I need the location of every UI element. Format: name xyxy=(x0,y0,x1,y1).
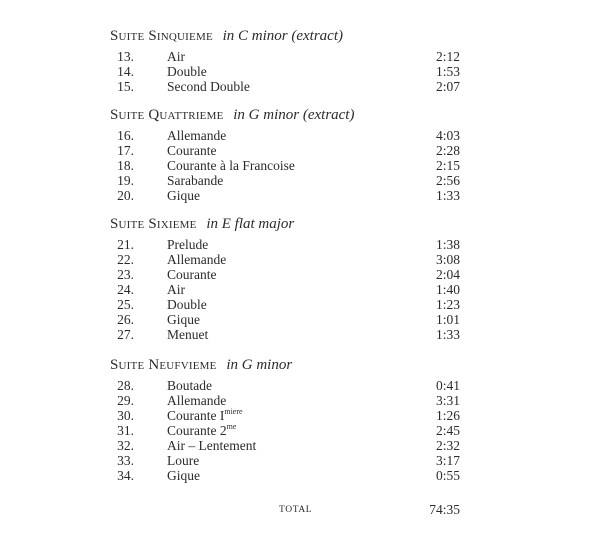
track-duration: 2:04 xyxy=(435,267,460,282)
track-row xyxy=(110,282,460,297)
track-title: Gique xyxy=(167,468,200,483)
track-duration: 2:07 xyxy=(435,79,460,94)
track-row xyxy=(110,468,460,483)
track-number: 18. xyxy=(117,158,134,173)
track-number: 20. xyxy=(117,188,134,203)
suite-name: Suite Neufvieme xyxy=(110,357,217,373)
track-duration: 3:17 xyxy=(435,453,460,468)
track-title: Courante à la Francoise xyxy=(167,158,295,173)
track-row xyxy=(110,378,460,393)
track-row xyxy=(110,173,460,188)
track-row xyxy=(110,252,460,267)
track-title: Courante $2^{me}$ xyxy=(167,422,237,438)
track-title: Courante xyxy=(167,143,217,158)
track-number: 26. xyxy=(117,312,134,327)
title-superscript: miere xyxy=(224,407,243,416)
total-duration: 74:35 xyxy=(429,502,460,517)
track-title: Allemande xyxy=(167,128,227,143)
track-number: 25. xyxy=(117,297,134,312)
track-row xyxy=(110,393,460,408)
track-title: Allemande xyxy=(167,393,227,408)
track-row xyxy=(110,297,460,312)
track-duration: 2:28 xyxy=(435,143,460,158)
track-number: 23. xyxy=(117,267,134,282)
track-duration: 1:33 xyxy=(435,188,460,203)
track-row xyxy=(110,158,460,173)
track-number: 30. xyxy=(117,408,134,423)
track-title: Courante $I^{miere}$ xyxy=(167,407,243,423)
track-duration: 1:26 xyxy=(435,408,460,423)
track-row xyxy=(110,237,460,252)
track-number: 34. xyxy=(117,468,134,483)
track-row xyxy=(110,327,460,342)
track-duration: 0:41 xyxy=(435,378,460,393)
track-title: Prelude xyxy=(167,237,209,252)
suite-section xyxy=(110,104,460,203)
suite-key: in C minor (extract) xyxy=(222,28,344,44)
suite-key: in G minor (extract) xyxy=(233,107,355,123)
track-title: Allemande xyxy=(167,252,227,267)
suite-heading xyxy=(110,213,460,235)
suite-key: in E flat major xyxy=(206,216,295,232)
track-number: 21. xyxy=(117,237,134,252)
track-duration: 3:31 xyxy=(435,393,460,408)
suite-name: Suite Quattrieme xyxy=(110,107,224,123)
track-row xyxy=(110,64,460,79)
track-duration: 1:33 xyxy=(435,327,460,342)
track-duration: 4:03 xyxy=(435,128,460,143)
track-duration: 2:45 xyxy=(435,423,460,438)
track-number: 32. xyxy=(117,438,134,453)
track-row xyxy=(110,453,460,468)
track-title: Double xyxy=(167,64,207,79)
title-superscript: me xyxy=(226,422,237,431)
track-number: 14. xyxy=(117,64,134,79)
suite-key: in G minor xyxy=(226,357,293,373)
track-row xyxy=(110,188,460,203)
track-title: Air – Lentement xyxy=(167,438,257,453)
track-duration: 1:38 xyxy=(435,237,460,252)
track-row xyxy=(110,312,460,327)
suite-name: Suite Sinquieme xyxy=(110,28,213,44)
track-title: Gique xyxy=(167,188,200,203)
suite-section xyxy=(110,354,460,483)
suite-heading xyxy=(110,25,460,47)
suite-heading xyxy=(110,354,460,376)
track-number: 31. xyxy=(117,423,134,438)
track-duration: 1:40 xyxy=(435,282,460,297)
track-number: 33. xyxy=(117,453,134,468)
suite-name: Suite Sixieme xyxy=(110,216,197,232)
track-title: Courante xyxy=(167,267,217,282)
track-number: 13. xyxy=(117,49,134,64)
track-number: 15. xyxy=(117,79,134,94)
track-number: 22. xyxy=(117,252,134,267)
track-title: Gique xyxy=(167,312,200,327)
track-row xyxy=(110,408,460,423)
track-title: Double xyxy=(167,297,207,312)
track-row xyxy=(110,128,460,143)
total-row xyxy=(110,502,460,518)
track-number: 28. xyxy=(117,378,134,393)
track-duration: 1:01 xyxy=(435,312,460,327)
track-duration: 1:23 xyxy=(435,297,460,312)
track-duration: 2:56 xyxy=(435,173,460,188)
track-duration: 2:12 xyxy=(435,49,460,64)
track-number: 24. xyxy=(117,282,134,297)
track-number: 17. xyxy=(117,143,134,158)
track-title: Boutade xyxy=(167,378,212,393)
track-number: 29. xyxy=(117,393,134,408)
total-label: TOTAL xyxy=(279,505,313,515)
track-duration: 2:32 xyxy=(435,438,460,453)
track-duration: 3:08 xyxy=(435,252,460,267)
track-number: 16. xyxy=(117,128,134,143)
track-title: Loure xyxy=(167,453,200,468)
track-row xyxy=(110,423,460,438)
track-title: Air xyxy=(167,282,185,297)
track-title: Menuet xyxy=(167,327,209,342)
track-title: Second Double xyxy=(167,79,250,94)
track-row xyxy=(110,143,460,158)
track-duration: 1:53 xyxy=(435,64,460,79)
track-row xyxy=(110,438,460,453)
track-number: 27. xyxy=(117,327,134,342)
track-number: 19. xyxy=(117,173,134,188)
suite-heading xyxy=(110,104,460,126)
track-row xyxy=(110,267,460,282)
track-duration: 2:15 xyxy=(435,158,460,173)
track-duration: 0:55 xyxy=(435,468,460,483)
track-row xyxy=(110,79,460,94)
suite-section xyxy=(110,213,460,342)
track-row xyxy=(110,49,460,64)
track-title: Sarabande xyxy=(167,173,224,188)
track-title: Air xyxy=(167,49,185,64)
suite-section xyxy=(110,25,460,94)
